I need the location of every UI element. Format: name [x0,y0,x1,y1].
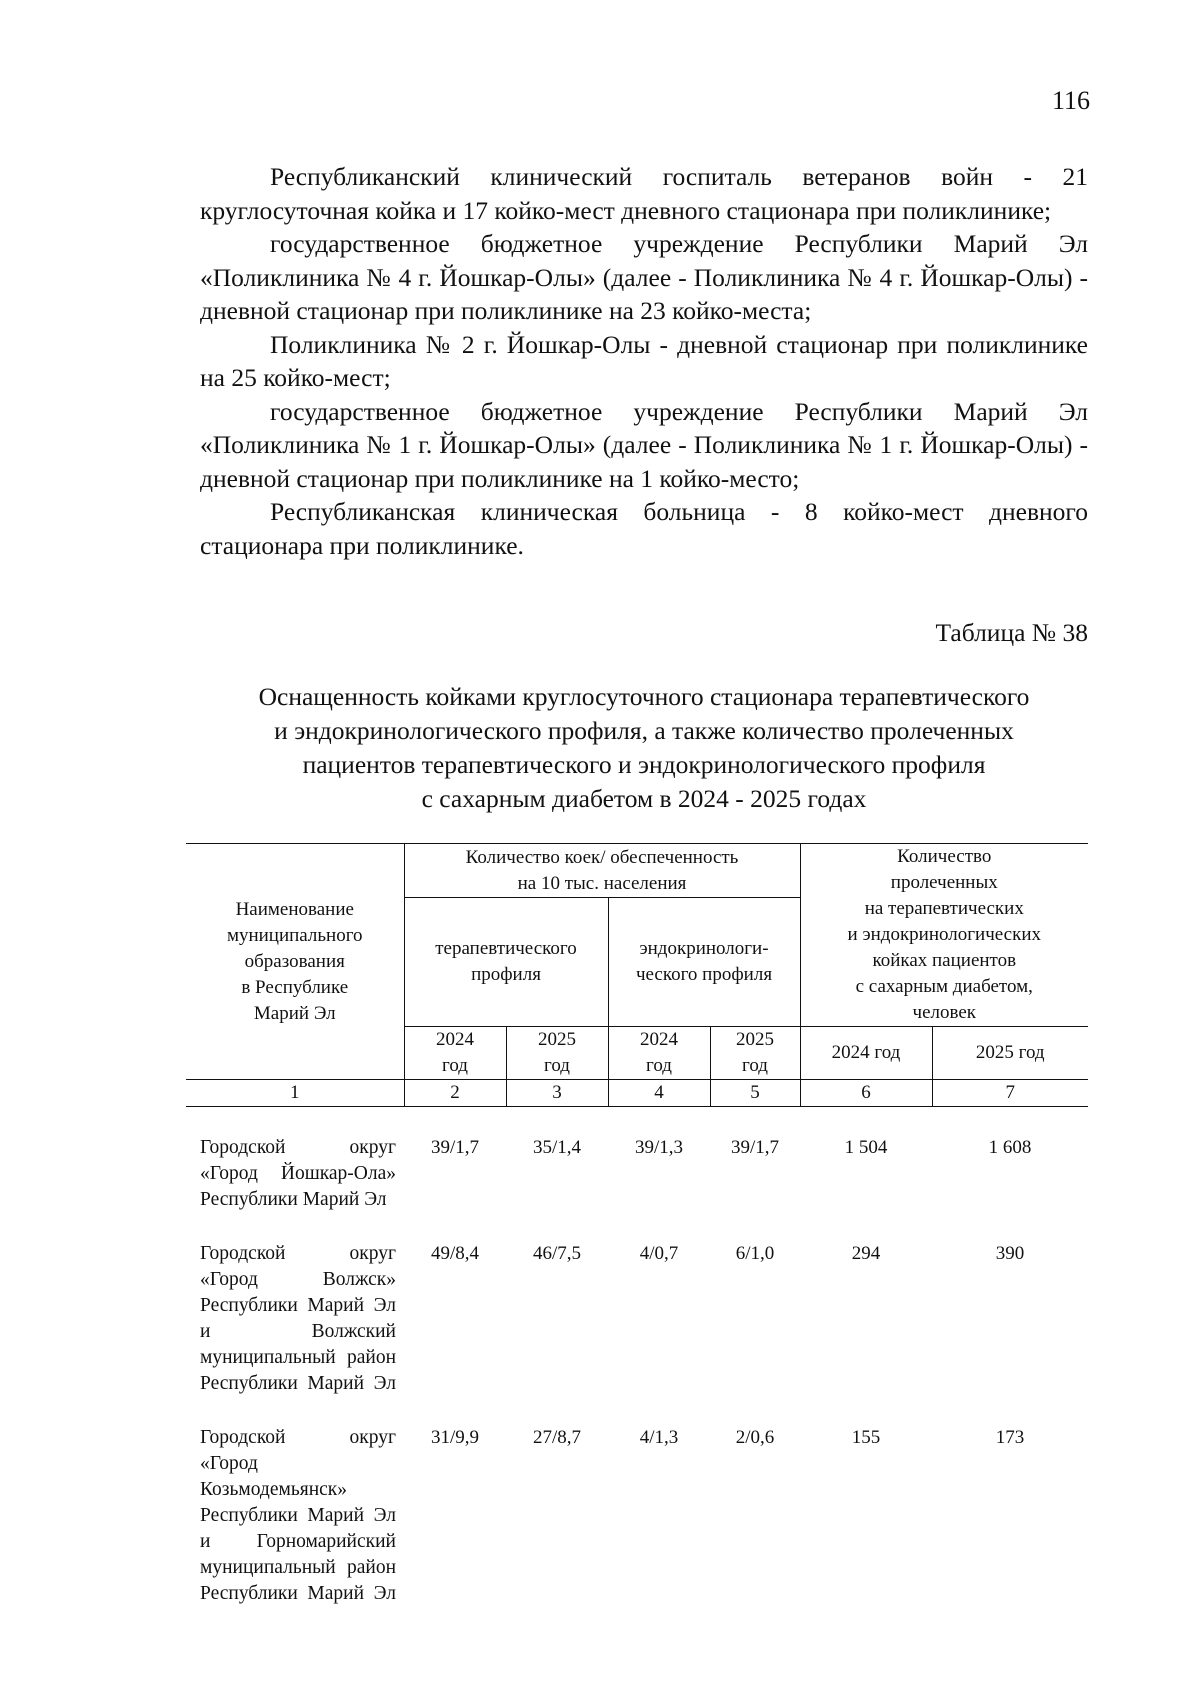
name-line: муниципальный район [200,1557,396,1578]
text-line: Поликлиника № 2 г. Йошкар-Олы - дневной стационар [270,329,889,359]
header-line: человек [912,1002,977,1023]
treated-2025: 390 [995,1243,1025,1264]
treated-2025: 1 608 [988,1137,1032,1158]
paragraph-polyclinic-2 [200,328,1088,395]
header-line: год [442,1055,468,1076]
name-line: «Город Йошкар-Ола» [200,1163,396,1184]
beds-endo-2025: 2/0,6 [735,1427,775,1448]
body-text [200,160,1088,562]
header-line: пролеченных [890,872,998,893]
beds-therapy-2025: 27/8,7 [532,1427,582,1448]
paragraph-hospital-veterans [200,160,1088,227]
text-line: г. Йошкар-Олы) - дневной стационар при поликлинике на 23 койко-места; [200,262,1089,325]
header-beds-group [404,844,800,898]
header-therapy-profile [404,898,608,1027]
name-line: и Горномарийский [200,1531,396,1552]
column-number: 7 [932,1080,1088,1107]
text-line: государственное бюджетное учреждение Республики Марий Эл [270,229,1088,258]
header-line: год [646,1055,672,1076]
municipality-name [186,1425,404,1607]
header-line: 2025 [538,1029,576,1050]
name-line: «Город Волжск» [200,1269,396,1290]
header-line: на терапевтических [864,898,1024,919]
column-number: 3 [506,1080,608,1107]
header-line: образования [244,950,345,972]
paragraph-republican-hospital [200,495,1088,562]
header-line: терапевтического [435,938,577,960]
name-line: Республики Марий Эл [200,1583,396,1604]
header-line: ческого профиля [635,964,773,986]
header-line: на 10 тыс. населения [517,872,687,894]
beds-therapy-2025: 35/1,4 [532,1137,582,1158]
header-line: с сахарным диабетом, [855,976,1033,997]
header-year-2025-therapy [506,1027,608,1080]
name-line: Городской округ [200,1137,396,1158]
header-line: эндокринологи- [639,938,769,960]
table-number: Таблица № 38 [935,618,1088,647]
table-row [186,1425,1088,1607]
name-line: Республики Марий Эл [200,1505,396,1526]
name-line: муниципальный район [200,1347,396,1368]
name-line: Городской округ [200,1427,396,1448]
header-line: койках пациентов [872,950,1017,971]
table-title-line: с сахарным диабетом в 2024 - 2025 годах [421,784,867,813]
column-number: 1 [186,1080,404,1107]
name-line: Республики Марий Эл [200,1373,396,1394]
text-line: «Поликлиника № 1 г. Йошкар-Олы» (далее - Поликлиника № 1 [200,430,893,459]
header-year-2024-endo [608,1027,710,1080]
treated-2025: 173 [995,1427,1025,1448]
column-number: 5 [710,1080,800,1107]
treated-2024: 155 [851,1427,881,1448]
column-number: 2 [404,1080,506,1107]
text-line: Республиканская клиническая больница - 8 койко-мест дневного [270,497,1088,526]
header-line: Количество коек/ обеспеченность [465,846,739,868]
page-number: 116 [1051,86,1090,115]
header-line: и эндокринологических [847,924,1041,945]
beds-therapy-2025: 46/7,5 [532,1243,582,1264]
municipality-name [186,1241,404,1397]
beds-endo-2024: 39/1,3 [634,1137,684,1158]
header-line: год [544,1055,570,1076]
table-title-line: Оснащенность койками круглосуточного стационара терапевтического [258,682,1030,711]
name-line: «Город [200,1453,258,1474]
beds-therapy-2024: 39/1,7 [430,1137,480,1158]
header-treated-patients [800,844,1088,1027]
beds-endo-2025: 39/1,7 [730,1137,780,1158]
table-row [186,1241,1088,1397]
beds-endo-2025: 6/1,0 [735,1243,775,1264]
beds-endo-2024: 4/1,3 [639,1427,679,1448]
header-endocrinology-profile [608,898,800,1027]
name-line: Республики Марий Эл [200,1295,396,1316]
name-line: и Волжский [200,1321,396,1342]
header-year-2025-endo [710,1027,800,1080]
header-line: в Республике [241,976,349,998]
header-year-2025-treated: 2025 год [932,1027,1088,1080]
text-line: стационара при поликлинике. [200,530,524,560]
beds-table [186,843,1088,1607]
treated-2024: 294 [851,1243,881,1264]
header-year-2024-treated: 2024 год [800,1027,932,1080]
beds-therapy-2024: 31/9,9 [430,1427,480,1448]
table-title [190,680,1098,816]
table-row [186,1135,1088,1213]
text-line: «Поликлиника № 4 г. Йошкар-Олы» (далее - Поликлиника № 4 [200,262,893,292]
treated-2024: 1 504 [844,1137,888,1158]
text-line: государственное бюджетное учреждение Республики Марий Эл [270,396,1088,426]
text-line: при поликлинике; [856,195,1052,225]
header-line: год [742,1055,768,1076]
paragraph-polyclinic-1 [200,395,1088,496]
header-line: Количество [897,846,992,867]
paragraph-polyclinic-4 [200,227,1088,328]
header-line: 2024 [436,1029,474,1050]
name-line: Городской округ [200,1243,396,1264]
beds-endo-2024: 4/0,7 [639,1243,679,1264]
header-line: 2025 [736,1029,774,1050]
table-title-line: и эндокринологического профиля, а также количество пролеченных [274,716,1014,745]
table-title-line: пациентов терапевтического и эндокринологического профиля [302,750,986,779]
name-line: Республики Марий Эл [200,1189,387,1210]
text-line: г. Йошкар-Олы) - дневной стационар при поликлинике на 1 койко-место; [200,430,1089,493]
text-line: 21 круглосуточная койка и 17 койко-мест дневного стационара [200,162,1089,225]
municipality-name [186,1135,404,1213]
header-line: профиля [471,964,541,986]
header-municipality [186,844,404,1080]
column-number: 4 [608,1080,710,1107]
header-line: 2024 [640,1029,678,1050]
text-line: Республиканский клинический госпиталь ветеранов войн - [270,162,1032,191]
header-line: муниципального [226,924,363,946]
column-number: 6 [800,1080,932,1107]
text-line: при поликлинике на 25 койко-мест; [200,329,1088,392]
name-line: Козьмодемьянск» [200,1479,348,1500]
beds-therapy-2024: 49/8,4 [430,1243,480,1264]
header-line: Марий Эл [253,1002,336,1024]
header-year-2024-therapy [404,1027,506,1080]
header-line: Наименование [235,898,354,920]
